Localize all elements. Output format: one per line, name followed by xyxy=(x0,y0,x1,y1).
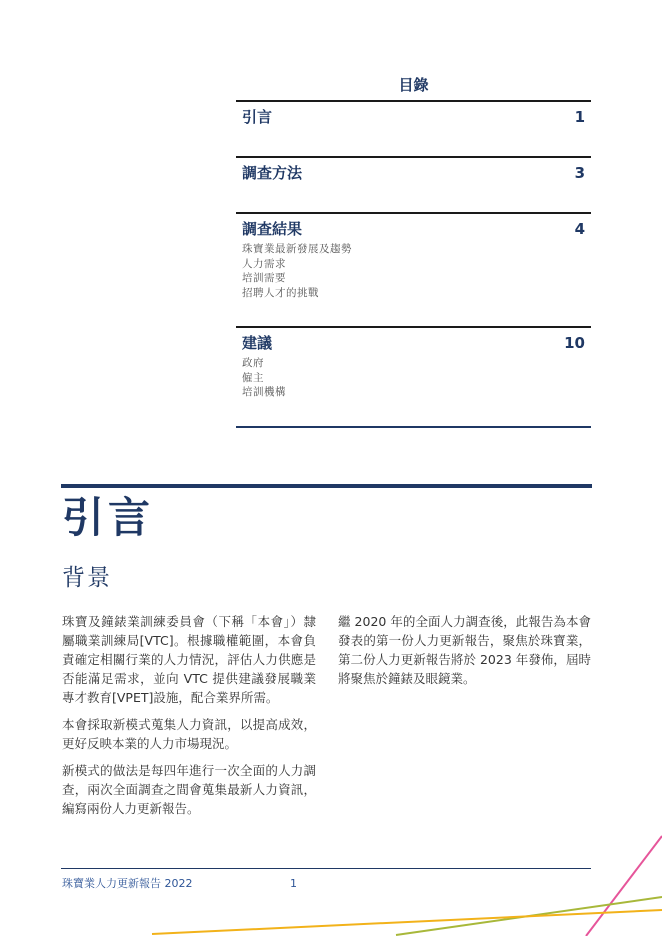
paragraph: 珠寶及鐘錶業訓練委員會（下稱「本會」）隸屬職業訓練局[VTC]。根據職權範圍，本會負責確定相關行業的人力情況，評估人力供應是否能滿足需求，並向 VTC 提供建議發展職業專才教育[VPET]設施，配合業界所需。 xyxy=(62,614,316,705)
toc-entry-label: 調查結果 xyxy=(242,220,303,238)
paragraph: 繼 2020 年的全面人力調查後，此報告為本會發表的第一份人力更新報告，聚焦於珠寶業，第二份人力更新報告將於 2023 年發佈，屆時將聚焦於鐘錶及眼鏡業。 xyxy=(338,614,591,686)
toc-title: 目錄 xyxy=(398,76,429,94)
toc-sub-item[interactable]: 招聘人才的挑戰 xyxy=(242,286,319,299)
deco-line-pink xyxy=(586,836,662,936)
toc-sub-item[interactable]: 培訓機構 xyxy=(242,386,286,398)
toc-entry-page: 3 xyxy=(574,164,585,182)
footer-page-number: 1 xyxy=(290,877,297,890)
toc-entry-page: 10 xyxy=(564,334,585,352)
paragraph: 本會採取新模式蒐集人力資訊，以提高成效，更好反映本業的人力市場現況。 xyxy=(62,717,316,751)
toc-sub-item[interactable]: 培訓需要 xyxy=(242,272,286,284)
toc-entry-label: 引言 xyxy=(242,108,273,126)
section-subtitle: 背景 xyxy=(62,565,112,591)
footer-report-title: 珠寶業人力更新報告 2022 xyxy=(62,877,193,890)
toc-entry-page: 1 xyxy=(574,108,585,126)
toc-entry-label: 建議 xyxy=(242,334,273,352)
toc-sub-item[interactable]: 珠寶業最新發展及趨勢 xyxy=(242,243,352,255)
toc-entry-label: 調查方法 xyxy=(242,164,303,182)
toc-sub-item[interactable]: 僱主 xyxy=(242,371,264,384)
deco-line-yellow xyxy=(152,910,662,934)
toc-entry-page: 4 xyxy=(574,220,585,238)
toc-sub-item[interactable]: 人力需求 xyxy=(242,257,286,270)
section-title: 引言 xyxy=(62,493,155,542)
paragraph: 新模式的做法是每四年進行一次全面的人力調查，兩次全面調查之間會蒐集最新人力資訊，編寫兩份人力更新報告。 xyxy=(62,763,316,816)
toc-sub-item[interactable]: 政府 xyxy=(242,357,264,369)
